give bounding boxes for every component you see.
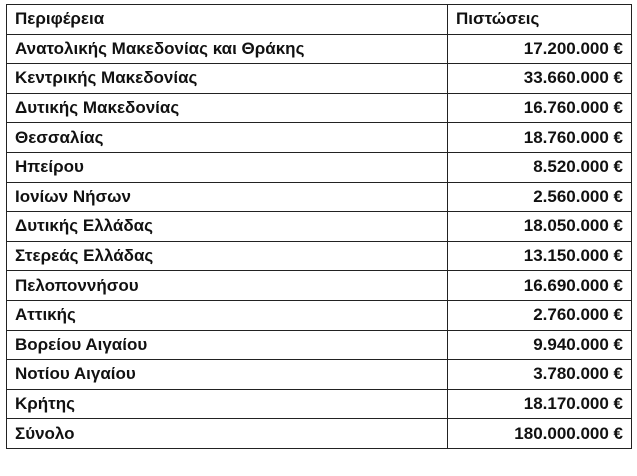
total-amount: 180.000.000 € xyxy=(448,419,632,449)
amount-cell: 2.760.000 € xyxy=(448,300,632,330)
amount-cell: 18.170.000 € xyxy=(448,389,632,419)
table-row xyxy=(7,64,632,94)
amount-cell: 33.660.000 € xyxy=(448,64,632,94)
credits-by-region-table xyxy=(6,4,632,449)
amount-cell: 17.200.000 € xyxy=(448,34,632,64)
region-cell: Ανατολικής Μακεδονίας και Θράκης xyxy=(7,34,448,64)
table-row xyxy=(7,34,632,64)
table-row xyxy=(7,93,632,123)
region-cell: Βορείου Αιγαίου xyxy=(7,330,448,360)
header-region: Περιφέρεια xyxy=(7,5,448,35)
header-amount: Πιστώσεις xyxy=(448,5,632,35)
table-row xyxy=(7,300,632,330)
region-cell: Θεσσαλίας xyxy=(7,123,448,153)
table-row xyxy=(7,360,632,390)
table-row xyxy=(7,212,632,242)
region-cell: Κεντρικής Μακεδονίας xyxy=(7,64,448,94)
table-row xyxy=(7,152,632,182)
amount-cell: 18.050.000 € xyxy=(448,212,632,242)
region-cell: Ιονίων Νήσων xyxy=(7,182,448,212)
region-cell: Δυτικής Ελλάδας xyxy=(7,212,448,242)
amount-cell: 18.760.000 € xyxy=(448,123,632,153)
amount-cell: 2.560.000 € xyxy=(448,182,632,212)
table-row xyxy=(7,271,632,301)
total-row xyxy=(7,419,632,449)
region-cell: Κρήτης xyxy=(7,389,448,419)
table-row xyxy=(7,123,632,153)
region-cell: Ηπείρου xyxy=(7,152,448,182)
table-row xyxy=(7,241,632,271)
region-cell: Στερεάς Ελλάδας xyxy=(7,241,448,271)
table-header-row xyxy=(7,5,632,35)
amount-cell: 16.760.000 € xyxy=(448,93,632,123)
table-row xyxy=(7,389,632,419)
region-cell: Αττικής xyxy=(7,300,448,330)
amount-cell: 13.150.000 € xyxy=(448,241,632,271)
region-cell: Πελοποννήσου xyxy=(7,271,448,301)
region-cell: Νοτίου Αιγαίου xyxy=(7,360,448,390)
region-cell: Δυτικής Μακεδονίας xyxy=(7,93,448,123)
amount-cell: 16.690.000 € xyxy=(448,271,632,301)
table-row xyxy=(7,182,632,212)
total-label: Σύνολο xyxy=(7,419,448,449)
amount-cell: 9.940.000 € xyxy=(448,330,632,360)
amount-cell: 8.520.000 € xyxy=(448,152,632,182)
amount-cell: 3.780.000 € xyxy=(448,360,632,390)
table-row xyxy=(7,330,632,360)
